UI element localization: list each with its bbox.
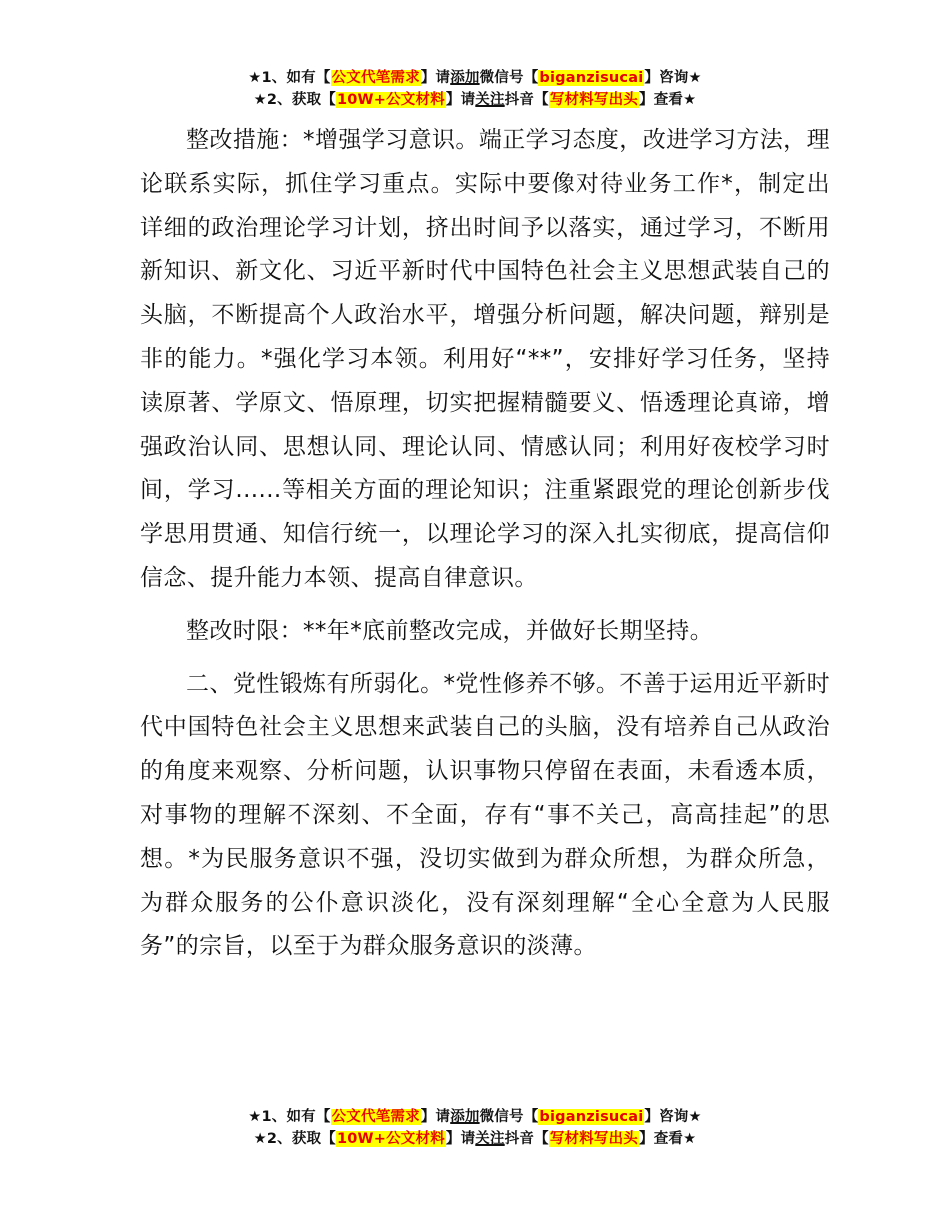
- highlight-materials: 10W+公文材料: [336, 92, 445, 108]
- banner-text: 】查看★: [639, 1131, 697, 1147]
- banner-text: 微信号【: [479, 1109, 539, 1125]
- paragraph-rectification-deadline: 整改时限：**年*底前整改完成，并做好长期坚持。: [186, 617, 714, 644]
- highlight-wechat-id: biganzisucai: [539, 1109, 644, 1125]
- banner-text: 抖音【: [504, 92, 549, 108]
- document-body: [140, 119, 830, 969]
- highlight-douyin: 写材料写出头: [549, 92, 639, 108]
- underlined-text: 添加: [450, 70, 480, 86]
- highlight-douyin: 写材料写出头: [549, 1131, 639, 1147]
- highlight-service: 公文代笔需求: [331, 70, 420, 86]
- paragraph-party-spirit: 二、党性锻炼有所弱化。*党性修养不够。不善于运用近平新时代中国特色社会主义思想来武装自己的头脑，没有培养自己从政治的角度来观察、分析问题，认识事物只停留在表面，未看透本质，对事物的理解不深刻、不全面，存有“事不关己，高高挂起”的思想。*为民服务意识不强，没切实做到为群众所想，为群众所急，为群众服务的公仆意识淡化，没有深刻理解“全心全意为人民服务”的宗旨，以至于为群众服务意识的淡薄。: [140, 670, 830, 960]
- underlined-text: 关注: [475, 92, 505, 108]
- top-banner: [0, 67, 950, 111]
- banner-line-2: [0, 1128, 950, 1150]
- paragraph-rectification-measures: 整改措施：*增强学习意识。端正学习态度，改进学习方法，理论联系实际，抓住学习重点。实际中要像对待业务工作*，制定出详细的政治理论学习计划，挤出时间予以落实，通过学习，不断用新知识、新文化、习近平新时代中国特色社会主义思想武装自己的头脑，不断提高个人政治水平，增强分析问题，解决问题，辩别是非的能力。*强化学习本领。利用好“**”，安排好学习任务，坚持读原著、学原文、悟原理，切实把握精髓要义、悟透理论真谛，增强政治认同、思想认同、理论认同、情感认同；利用好夜校学习时间，学习......等相关方面的理论知识；注重紧跟党的理论创新步伐学思用贯通、知信行统一，以理论学习的深入扎实彻底，提高信仰信念、提升能力本领、提高自律意识。: [140, 127, 830, 591]
- banner-text: ★1、如有【: [248, 1109, 331, 1125]
- highlight-service: 公文代笔需求: [331, 1109, 420, 1125]
- banner-line-1: [0, 1106, 950, 1128]
- banner-line-1: [0, 67, 950, 89]
- underlined-text: 添加: [450, 1109, 480, 1125]
- banner-text: 微信号【: [479, 70, 539, 86]
- banner-text: 抖音【: [504, 1131, 549, 1147]
- underlined-text: 关注: [475, 1131, 505, 1147]
- banner-text: ★1、如有【: [248, 70, 331, 86]
- banner-text: 】请: [420, 1109, 451, 1125]
- bottom-banner: [0, 1106, 950, 1150]
- banner-text: 】请: [445, 92, 476, 108]
- banner-text: 】请: [445, 1131, 476, 1147]
- highlight-wechat-id: biganzisucai: [539, 70, 644, 86]
- banner-text: 】咨询★: [644, 1109, 702, 1125]
- banner-line-2: [0, 89, 950, 111]
- banner-text: ★2、获取【: [253, 1131, 336, 1147]
- highlight-materials: 10W+公文材料: [336, 1131, 445, 1147]
- banner-text: 】咨询★: [644, 70, 702, 86]
- banner-text: ★2、获取【: [253, 92, 336, 108]
- banner-text: 】查看★: [639, 92, 697, 108]
- banner-text: 】请: [420, 70, 451, 86]
